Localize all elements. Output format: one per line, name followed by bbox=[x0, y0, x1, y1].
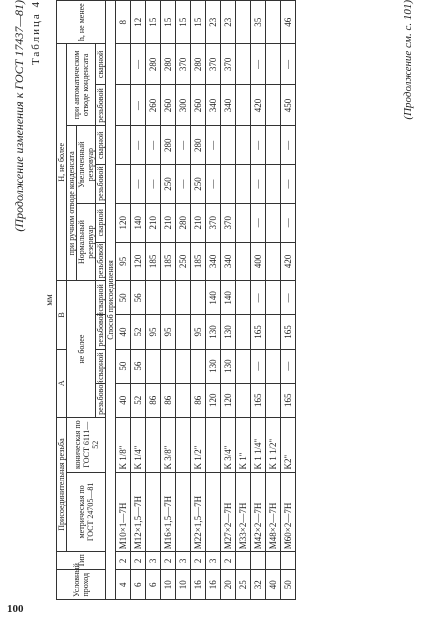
page-number: 100 bbox=[7, 603, 24, 615]
cell-b-thr bbox=[266, 315, 281, 349]
cell-a-wld bbox=[176, 349, 191, 383]
cell-hb-wld: — bbox=[206, 126, 221, 165]
table-row bbox=[191, 1, 206, 600]
col-big-res: Увеличенный резервуар bbox=[77, 126, 96, 203]
cell-b-thr bbox=[176, 315, 191, 349]
col-hb-weld: сварной bbox=[96, 126, 106, 165]
cell-ha-wld: — bbox=[131, 44, 146, 85]
cell-hn-thr: 340 bbox=[221, 242, 236, 281]
table-row bbox=[221, 1, 236, 600]
cell-hb-wld: — bbox=[146, 126, 161, 165]
cell-ha-thr: 420 bbox=[251, 85, 266, 126]
cell-b-wld: 50 bbox=[116, 281, 131, 315]
cell-hn-wld bbox=[266, 203, 281, 242]
col-a: A bbox=[57, 349, 67, 417]
cell-ha-wld: 370 bbox=[206, 44, 221, 85]
cell-hb-thr: 250 bbox=[161, 165, 176, 204]
table-row bbox=[206, 1, 221, 600]
cell-h: 23 bbox=[221, 1, 236, 44]
col-not-more: не более bbox=[67, 281, 96, 418]
cell-a-thr: 52 bbox=[131, 383, 146, 417]
col-h-min: h, не менее bbox=[57, 1, 106, 44]
cell-metric bbox=[146, 472, 161, 552]
cell-ha-thr: 340 bbox=[221, 85, 236, 126]
cell-a-wld bbox=[191, 349, 206, 383]
cell-a-wld: 130 bbox=[206, 349, 221, 383]
cell-hb-wld: — bbox=[281, 126, 296, 165]
cell-b-wld bbox=[161, 281, 176, 315]
cell-conical: K 1 1/4" bbox=[251, 417, 266, 472]
cell-hb-wld bbox=[236, 126, 251, 165]
cell-h: 46 bbox=[281, 1, 296, 44]
cell-type: 3 bbox=[206, 552, 221, 570]
cell-metric: M12×1,5—7H bbox=[131, 472, 146, 552]
cell-ha-thr: 340 bbox=[206, 85, 221, 126]
cell-a-wld: 56 bbox=[131, 349, 146, 383]
cell-hn-wld: 210 bbox=[146, 203, 161, 242]
col-metric: метрическая по ГОСТ 24705—81 bbox=[67, 472, 106, 552]
cell-metric: M60×2—7H bbox=[281, 472, 296, 552]
cell-hb-wld: — bbox=[131, 126, 146, 165]
cell-b-wld bbox=[236, 281, 251, 315]
cell-ha-wld: 280 bbox=[161, 44, 176, 85]
cell-conical: K 1/2" bbox=[191, 417, 206, 472]
cell-hb-thr: — bbox=[281, 165, 296, 204]
cell-hb-thr bbox=[221, 165, 236, 204]
col-ha-thread: резьбовой bbox=[96, 85, 106, 126]
cell-a-thr: 86 bbox=[161, 383, 176, 417]
cell-a-thr: 165 bbox=[251, 383, 266, 417]
col-connect-thread: Присоединительная резьба bbox=[57, 417, 67, 551]
cell-metric: M48×2—7H bbox=[266, 472, 281, 552]
cell-ha-thr bbox=[266, 85, 281, 126]
cell-h bbox=[266, 1, 281, 44]
cell-hb-thr: — bbox=[176, 165, 191, 204]
cell-hn-thr: 120 bbox=[131, 242, 146, 281]
cell-metric bbox=[206, 472, 221, 552]
col-a-weld: сварной bbox=[96, 349, 106, 383]
cell-b-wld bbox=[191, 281, 206, 315]
table-row bbox=[281, 1, 296, 600]
cell-hn-wld bbox=[236, 203, 251, 242]
cell-hn-thr: 185 bbox=[191, 242, 206, 281]
cell-du: 6 bbox=[131, 570, 146, 600]
cell-hn-wld: 280 bbox=[176, 203, 191, 242]
cell-h: 15 bbox=[161, 1, 176, 44]
cell-b-wld: 140 bbox=[221, 281, 236, 315]
cell-du: 25 bbox=[236, 570, 251, 600]
col-h: H, не более bbox=[57, 44, 67, 281]
cell-ha-wld: 280 bbox=[191, 44, 206, 85]
cell-b-thr: 95 bbox=[146, 315, 161, 349]
cell-hn-wld: 120 bbox=[116, 203, 131, 242]
cell-a-thr: 86 bbox=[191, 383, 206, 417]
col-conical: коническая по ГОСТ 6111—52 bbox=[67, 417, 106, 472]
cell-h: 12 bbox=[131, 1, 146, 44]
continuation-footer: (Продолжение см. с. 101) bbox=[402, 0, 414, 120]
cell-hn-thr: 420 bbox=[281, 242, 296, 281]
cell-hn-wld: 140 bbox=[131, 203, 146, 242]
cell-hn-wld: 210 bbox=[191, 203, 206, 242]
cell-type bbox=[281, 552, 296, 570]
cell-ha-wld: — bbox=[251, 44, 266, 85]
table-row bbox=[116, 1, 131, 600]
cell-du: 20 bbox=[221, 570, 236, 600]
cell-conical: K2" bbox=[281, 417, 296, 472]
table-row bbox=[266, 1, 281, 600]
cell-du: 10 bbox=[176, 570, 191, 600]
cell-a-thr bbox=[176, 383, 191, 417]
table-caption: Таблица 4 bbox=[30, 0, 42, 66]
cell-conical bbox=[146, 417, 161, 472]
cell-b-thr: 165 bbox=[281, 315, 296, 349]
cell-ha-wld bbox=[266, 44, 281, 85]
cell-a-wld: — bbox=[251, 349, 266, 383]
cell-h: 15 bbox=[176, 1, 191, 44]
cell-a-wld: — bbox=[281, 349, 296, 383]
col-auto: при автоматическом отводе конденсата bbox=[67, 44, 96, 126]
table-row bbox=[131, 1, 146, 600]
cell-b-thr: 95 bbox=[191, 315, 206, 349]
cell-hb-thr: 250 bbox=[191, 165, 206, 204]
cell-hb-wld: — bbox=[176, 126, 191, 165]
col-b-thread: резьбовой bbox=[96, 315, 106, 349]
cell-b-thr: 95 bbox=[161, 315, 176, 349]
cell-hb-wld: 280 bbox=[161, 126, 176, 165]
cell-hb-wld bbox=[221, 126, 236, 165]
cell-hn-thr: 340 bbox=[206, 242, 221, 281]
cell-b-wld bbox=[146, 281, 161, 315]
cell-ha-wld: — bbox=[281, 44, 296, 85]
cell-hn-thr: 250 bbox=[176, 242, 191, 281]
cell-ha-thr: — bbox=[131, 85, 146, 126]
cell-a-thr: 40 bbox=[116, 383, 131, 417]
cell-hn-thr bbox=[236, 242, 251, 281]
cell-ha-thr: 260 bbox=[146, 85, 161, 126]
cell-conical: K 1" bbox=[236, 417, 251, 472]
continuation-header: (Продолжение изменения к ГОСТ 17437—81) bbox=[12, 0, 26, 232]
cell-b-wld bbox=[176, 281, 191, 315]
cell-hn-thr: 185 bbox=[161, 242, 176, 281]
cell-metric bbox=[176, 472, 191, 552]
units-label: мм bbox=[44, 294, 54, 306]
cell-metric: M22×1,5—7H bbox=[191, 472, 206, 552]
cell-h: 15 bbox=[191, 1, 206, 44]
cell-hn-thr: 400 bbox=[251, 242, 266, 281]
cell-b-wld: 140 bbox=[206, 281, 221, 315]
cell-ha-thr: 300 bbox=[176, 85, 191, 126]
table-row bbox=[176, 1, 191, 600]
cell-metric: M16×1,5—7H bbox=[161, 472, 176, 552]
cell-b-thr: 130 bbox=[206, 315, 221, 349]
cell-type: 2 bbox=[116, 552, 131, 570]
cell-hn-thr: 185 bbox=[146, 242, 161, 281]
cell-a-wld bbox=[161, 349, 176, 383]
col-ha-weld: сварной bbox=[96, 44, 106, 85]
cell-hb-wld: 280 bbox=[191, 126, 206, 165]
cell-ha-wld: 280 bbox=[146, 44, 161, 85]
cell-type: 2 bbox=[221, 552, 236, 570]
cell-h: 15 bbox=[146, 1, 161, 44]
cell-a-wld bbox=[266, 349, 281, 383]
cell-conical: K 3/4" bbox=[221, 417, 236, 472]
cell-h: 23 bbox=[206, 1, 221, 44]
cell-a-thr: 86 bbox=[146, 383, 161, 417]
cell-a-wld: 50 bbox=[116, 349, 131, 383]
table-row bbox=[251, 1, 266, 600]
cell-hb-thr: — bbox=[251, 165, 266, 204]
cell-a-thr: 120 bbox=[221, 383, 236, 417]
col-du: Условный проход bbox=[57, 570, 106, 600]
cell-ha-thr: 450 bbox=[281, 85, 296, 126]
cell-hb-thr: — bbox=[131, 165, 146, 204]
cell-metric: M27×2—7H bbox=[221, 472, 236, 552]
cell-a-thr: 165 bbox=[281, 383, 296, 417]
rotated-page bbox=[10, 0, 420, 600]
col-hb-thread: резьбовой bbox=[96, 165, 106, 204]
cell-metric: M10×1—7H bbox=[116, 472, 131, 552]
cell-b-thr: 130 bbox=[221, 315, 236, 349]
cell-b-wld bbox=[266, 281, 281, 315]
table-row bbox=[236, 1, 251, 600]
cell-du: 16 bbox=[206, 570, 221, 600]
cell-hn-wld: 210 bbox=[161, 203, 176, 242]
cell-type: 2 bbox=[161, 552, 176, 570]
cell-h bbox=[236, 1, 251, 44]
cell-ha-wld bbox=[116, 44, 131, 85]
cell-hn-thr: 95 bbox=[116, 242, 131, 281]
cell-b-thr bbox=[236, 315, 251, 349]
cell-hb-wld bbox=[266, 126, 281, 165]
cell-type bbox=[236, 552, 251, 570]
cell-b-thr: 165 bbox=[251, 315, 266, 349]
cell-type: 3 bbox=[146, 552, 161, 570]
cell-b-wld: — bbox=[281, 281, 296, 315]
cell-b-wld: 56 bbox=[131, 281, 146, 315]
cell-ha-wld: 370 bbox=[221, 44, 236, 85]
col-hn-thread: резьбовой bbox=[96, 242, 106, 281]
cell-du: 16 bbox=[191, 570, 206, 600]
cell-type: 3 bbox=[176, 552, 191, 570]
cell-ha-thr: 260 bbox=[191, 85, 206, 126]
cell-hb-wld bbox=[116, 126, 131, 165]
cell-b-thr: 52 bbox=[131, 315, 146, 349]
cell-hn-wld: — bbox=[281, 203, 296, 242]
cell-du: 40 bbox=[266, 570, 281, 600]
cell-metric: M33×2—7H bbox=[236, 472, 251, 552]
col-normal-res: Нормальный резервуар bbox=[77, 203, 96, 280]
cell-hb-thr bbox=[236, 165, 251, 204]
cell-ha-thr bbox=[236, 85, 251, 126]
cell-a-thr bbox=[236, 383, 251, 417]
cell-ha-wld: 370 bbox=[176, 44, 191, 85]
cell-du: 4 bbox=[116, 570, 131, 600]
col-type: Тип bbox=[57, 552, 106, 570]
cell-conical: K 3/8" bbox=[161, 417, 176, 472]
table-row bbox=[161, 1, 176, 600]
cell-du: 6 bbox=[146, 570, 161, 600]
cell-conical bbox=[206, 417, 221, 472]
cell-ha-thr bbox=[116, 85, 131, 126]
cell-conical: K 1 1/2" bbox=[266, 417, 281, 472]
cell-type bbox=[266, 552, 281, 570]
cell-h: 8 bbox=[116, 1, 131, 44]
cell-b-wld: — bbox=[251, 281, 266, 315]
cell-a-thr bbox=[266, 383, 281, 417]
cell-hn-wld: 370 bbox=[206, 203, 221, 242]
cell-b-thr: 40 bbox=[116, 315, 131, 349]
cell-hb-thr bbox=[266, 165, 281, 204]
cell-hn-wld: — bbox=[251, 203, 266, 242]
cell-hn-wld: 370 bbox=[221, 203, 236, 242]
table-row bbox=[146, 1, 161, 600]
cell-conical bbox=[176, 417, 191, 472]
col-hn-weld: сварной bbox=[96, 203, 106, 242]
cell-du: 10 bbox=[161, 570, 176, 600]
cell-type: 2 bbox=[191, 552, 206, 570]
col-b: B bbox=[57, 281, 67, 349]
cell-du: 50 bbox=[281, 570, 296, 600]
col-manual: при ручном отводе конденсата bbox=[67, 126, 77, 281]
connect-method-label: Способ присоединения bbox=[106, 1, 116, 600]
cell-hb-wld: — bbox=[251, 126, 266, 165]
cell-hb-thr bbox=[116, 165, 131, 204]
cell-metric: M42×2—7H bbox=[251, 472, 266, 552]
cell-ha-thr: 260 bbox=[161, 85, 176, 126]
cell-conical: K 1/8" bbox=[116, 417, 131, 472]
cell-ha-wld bbox=[236, 44, 251, 85]
cell-du: 32 bbox=[251, 570, 266, 600]
cell-hb-thr: — bbox=[146, 165, 161, 204]
col-a-thread: резьбовой bbox=[96, 383, 106, 417]
col-b-weld: сварной bbox=[96, 281, 106, 315]
cell-type bbox=[251, 552, 266, 570]
cell-type: 2 bbox=[131, 552, 146, 570]
cell-a-wld bbox=[236, 349, 251, 383]
cell-hb-thr: — bbox=[206, 165, 221, 204]
cell-a-wld: 130 bbox=[221, 349, 236, 383]
dimensions-table bbox=[56, 0, 296, 600]
cell-a-thr: 120 bbox=[206, 383, 221, 417]
cell-hn-thr bbox=[266, 242, 281, 281]
cell-conical: K 1/4" bbox=[131, 417, 146, 472]
cell-h: 35 bbox=[251, 1, 266, 44]
cell-a-wld bbox=[146, 349, 161, 383]
